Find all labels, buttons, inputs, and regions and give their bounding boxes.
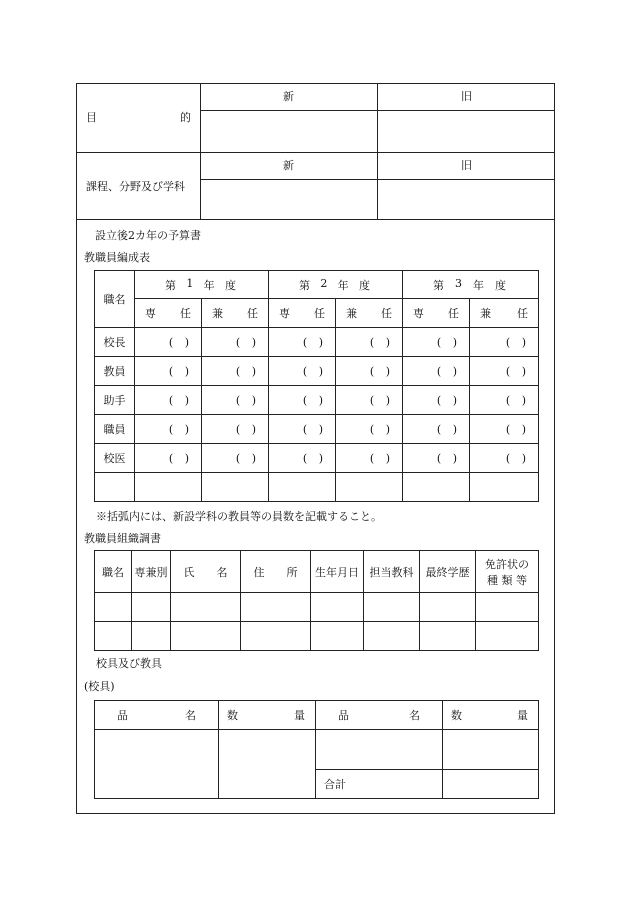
count-cell[interactable]: ( ) — [336, 386, 403, 415]
cell[interactable] — [476, 593, 539, 622]
row-label: 教員 — [95, 357, 135, 386]
qty-cell[interactable] — [443, 730, 539, 770]
cell[interactable] — [311, 622, 364, 651]
count-cell[interactable] — [336, 473, 403, 502]
count-cell[interactable]: ( ) — [135, 386, 202, 415]
row-label: 助手 — [95, 386, 135, 415]
count-cell[interactable] — [403, 473, 470, 502]
count-cell[interactable]: ( ) — [403, 357, 470, 386]
qty-cell[interactable] — [219, 730, 316, 799]
count-cell[interactable] — [135, 473, 202, 502]
concurrent-header: 兼 任 — [336, 299, 403, 328]
count-cell[interactable]: ( ) — [202, 357, 269, 386]
count-cell[interactable] — [202, 473, 269, 502]
count-cell[interactable]: ( ) — [269, 357, 336, 386]
cell[interactable] — [311, 593, 364, 622]
table-row — [95, 593, 539, 622]
cell[interactable] — [171, 622, 241, 651]
course-old-header: 旧 — [461, 159, 472, 172]
course-new-header: 新 — [283, 159, 294, 172]
row-label[interactable] — [95, 473, 135, 502]
count-cell[interactable]: ( ) — [336, 415, 403, 444]
purpose-old-field[interactable] — [379, 112, 554, 150]
cell[interactable] — [241, 622, 311, 651]
count-cell[interactable]: ( ) — [470, 357, 539, 386]
row-label: 校長 — [95, 328, 135, 357]
col-header-birthdate: 生年月日 — [311, 551, 364, 593]
table-row — [95, 622, 539, 651]
item-cell[interactable] — [95, 730, 219, 799]
count-cell[interactable]: ( ) — [202, 328, 269, 357]
position-header: 職名 — [95, 271, 135, 328]
count-cell[interactable]: ( ) — [135, 444, 202, 473]
cell[interactable] — [420, 593, 476, 622]
purpose-label-left: 目 — [86, 111, 97, 124]
col-header-position: 職名 — [95, 551, 132, 593]
staff-organization-table — [94, 550, 539, 651]
qty-header: 数 量 — [443, 701, 539, 730]
count-cell[interactable]: ( ) — [135, 328, 202, 357]
cell[interactable] — [241, 593, 311, 622]
col-header-license: 免許状の 種 類 等 — [476, 551, 539, 593]
count-cell[interactable]: ( ) — [403, 386, 470, 415]
row-label: 職員 — [95, 415, 135, 444]
count-cell[interactable]: ( ) — [269, 444, 336, 473]
cell[interactable] — [364, 593, 420, 622]
divider — [200, 110, 555, 111]
budget-title: 設立後2カ年の予算書 — [95, 229, 201, 242]
table-row — [95, 357, 539, 386]
fulltime-header: 専 任 — [403, 299, 470, 328]
count-cell[interactable]: ( ) — [403, 444, 470, 473]
col-header-address: 住 所 — [241, 551, 311, 593]
count-cell[interactable]: ( ) — [269, 386, 336, 415]
concurrent-header: 兼 任 — [202, 299, 269, 328]
row-label: 校医 — [95, 444, 135, 473]
divider — [76, 219, 555, 220]
divider — [200, 83, 201, 219]
year-3-header: 第 3 年 度 — [403, 271, 539, 299]
staff-organization-title: 教職員組織調書 — [84, 532, 161, 545]
purpose-old-header: 旧 — [461, 90, 472, 103]
total-qty-cell[interactable] — [443, 770, 539, 799]
count-cell[interactable]: ( ) — [470, 328, 539, 357]
course-old-field[interactable] — [379, 181, 554, 218]
cell[interactable] — [132, 593, 171, 622]
count-cell[interactable]: ( ) — [336, 328, 403, 357]
purpose-label-right: 的 — [180, 111, 191, 124]
count-cell[interactable] — [269, 473, 336, 502]
divider — [76, 152, 555, 153]
item-cell[interactable] — [316, 730, 443, 770]
table-row — [95, 386, 539, 415]
count-cell[interactable]: ( ) — [202, 415, 269, 444]
count-cell[interactable]: ( ) — [135, 415, 202, 444]
cell[interactable] — [364, 622, 420, 651]
composition-note: ※括弧内には、新設学科の教員等の員数を記載すること。 — [96, 510, 382, 523]
table-row — [95, 415, 539, 444]
divider — [200, 179, 555, 180]
cell[interactable] — [476, 622, 539, 651]
col-header-name: 氏 名 — [171, 551, 241, 593]
count-cell[interactable]: ( ) — [269, 328, 336, 357]
count-cell[interactable] — [470, 473, 539, 502]
col-header-subject: 担当教科 — [364, 551, 420, 593]
staff-composition-title: 教職員編成表 — [84, 251, 150, 264]
count-cell[interactable]: ( ) — [202, 386, 269, 415]
cell[interactable] — [171, 593, 241, 622]
col-header-education: 最終学歴 — [420, 551, 476, 593]
table-row — [95, 444, 539, 473]
count-cell[interactable]: ( ) — [202, 444, 269, 473]
equipment-table — [94, 700, 539, 799]
cell[interactable] — [95, 593, 132, 622]
count-cell[interactable]: ( ) — [403, 328, 470, 357]
course-label: 課程、分野及び学科 — [86, 180, 185, 193]
equipment-subtitle: (校具) — [84, 680, 115, 693]
cell[interactable] — [420, 622, 476, 651]
col-header-type: 専兼別 — [132, 551, 171, 593]
item-header: 品 名 — [95, 701, 219, 730]
fulltime-header: 専 任 — [269, 299, 336, 328]
staff-composition-table — [94, 270, 539, 502]
equipment-title: 校具及び教具 — [96, 657, 162, 670]
count-cell[interactable]: ( ) — [135, 357, 202, 386]
divider — [377, 83, 378, 219]
count-cell[interactable]: ( ) — [470, 415, 539, 444]
table-row — [95, 473, 539, 502]
count-cell[interactable]: ( ) — [470, 386, 539, 415]
table-row — [95, 328, 539, 357]
count-cell[interactable]: ( ) — [336, 444, 403, 473]
count-cell[interactable]: ( ) — [470, 444, 539, 473]
purpose-new-field[interactable] — [202, 112, 376, 150]
count-cell[interactable]: ( ) — [336, 357, 403, 386]
count-cell[interactable]: ( ) — [269, 415, 336, 444]
total-label: 合計 — [316, 770, 443, 799]
item-header: 品 名 — [316, 701, 443, 730]
count-cell[interactable]: ( ) — [403, 415, 470, 444]
cell[interactable] — [132, 622, 171, 651]
fulltime-header: 専 任 — [135, 299, 202, 328]
cell[interactable] — [95, 622, 132, 651]
qty-header: 数 量 — [219, 701, 316, 730]
course-new-field[interactable] — [202, 181, 376, 218]
year-2-header: 第 2 年 度 — [269, 271, 403, 299]
year-1-header: 第 1 年 度 — [135, 271, 269, 299]
purpose-new-header: 新 — [283, 90, 294, 103]
concurrent-header: 兼 任 — [470, 299, 539, 328]
